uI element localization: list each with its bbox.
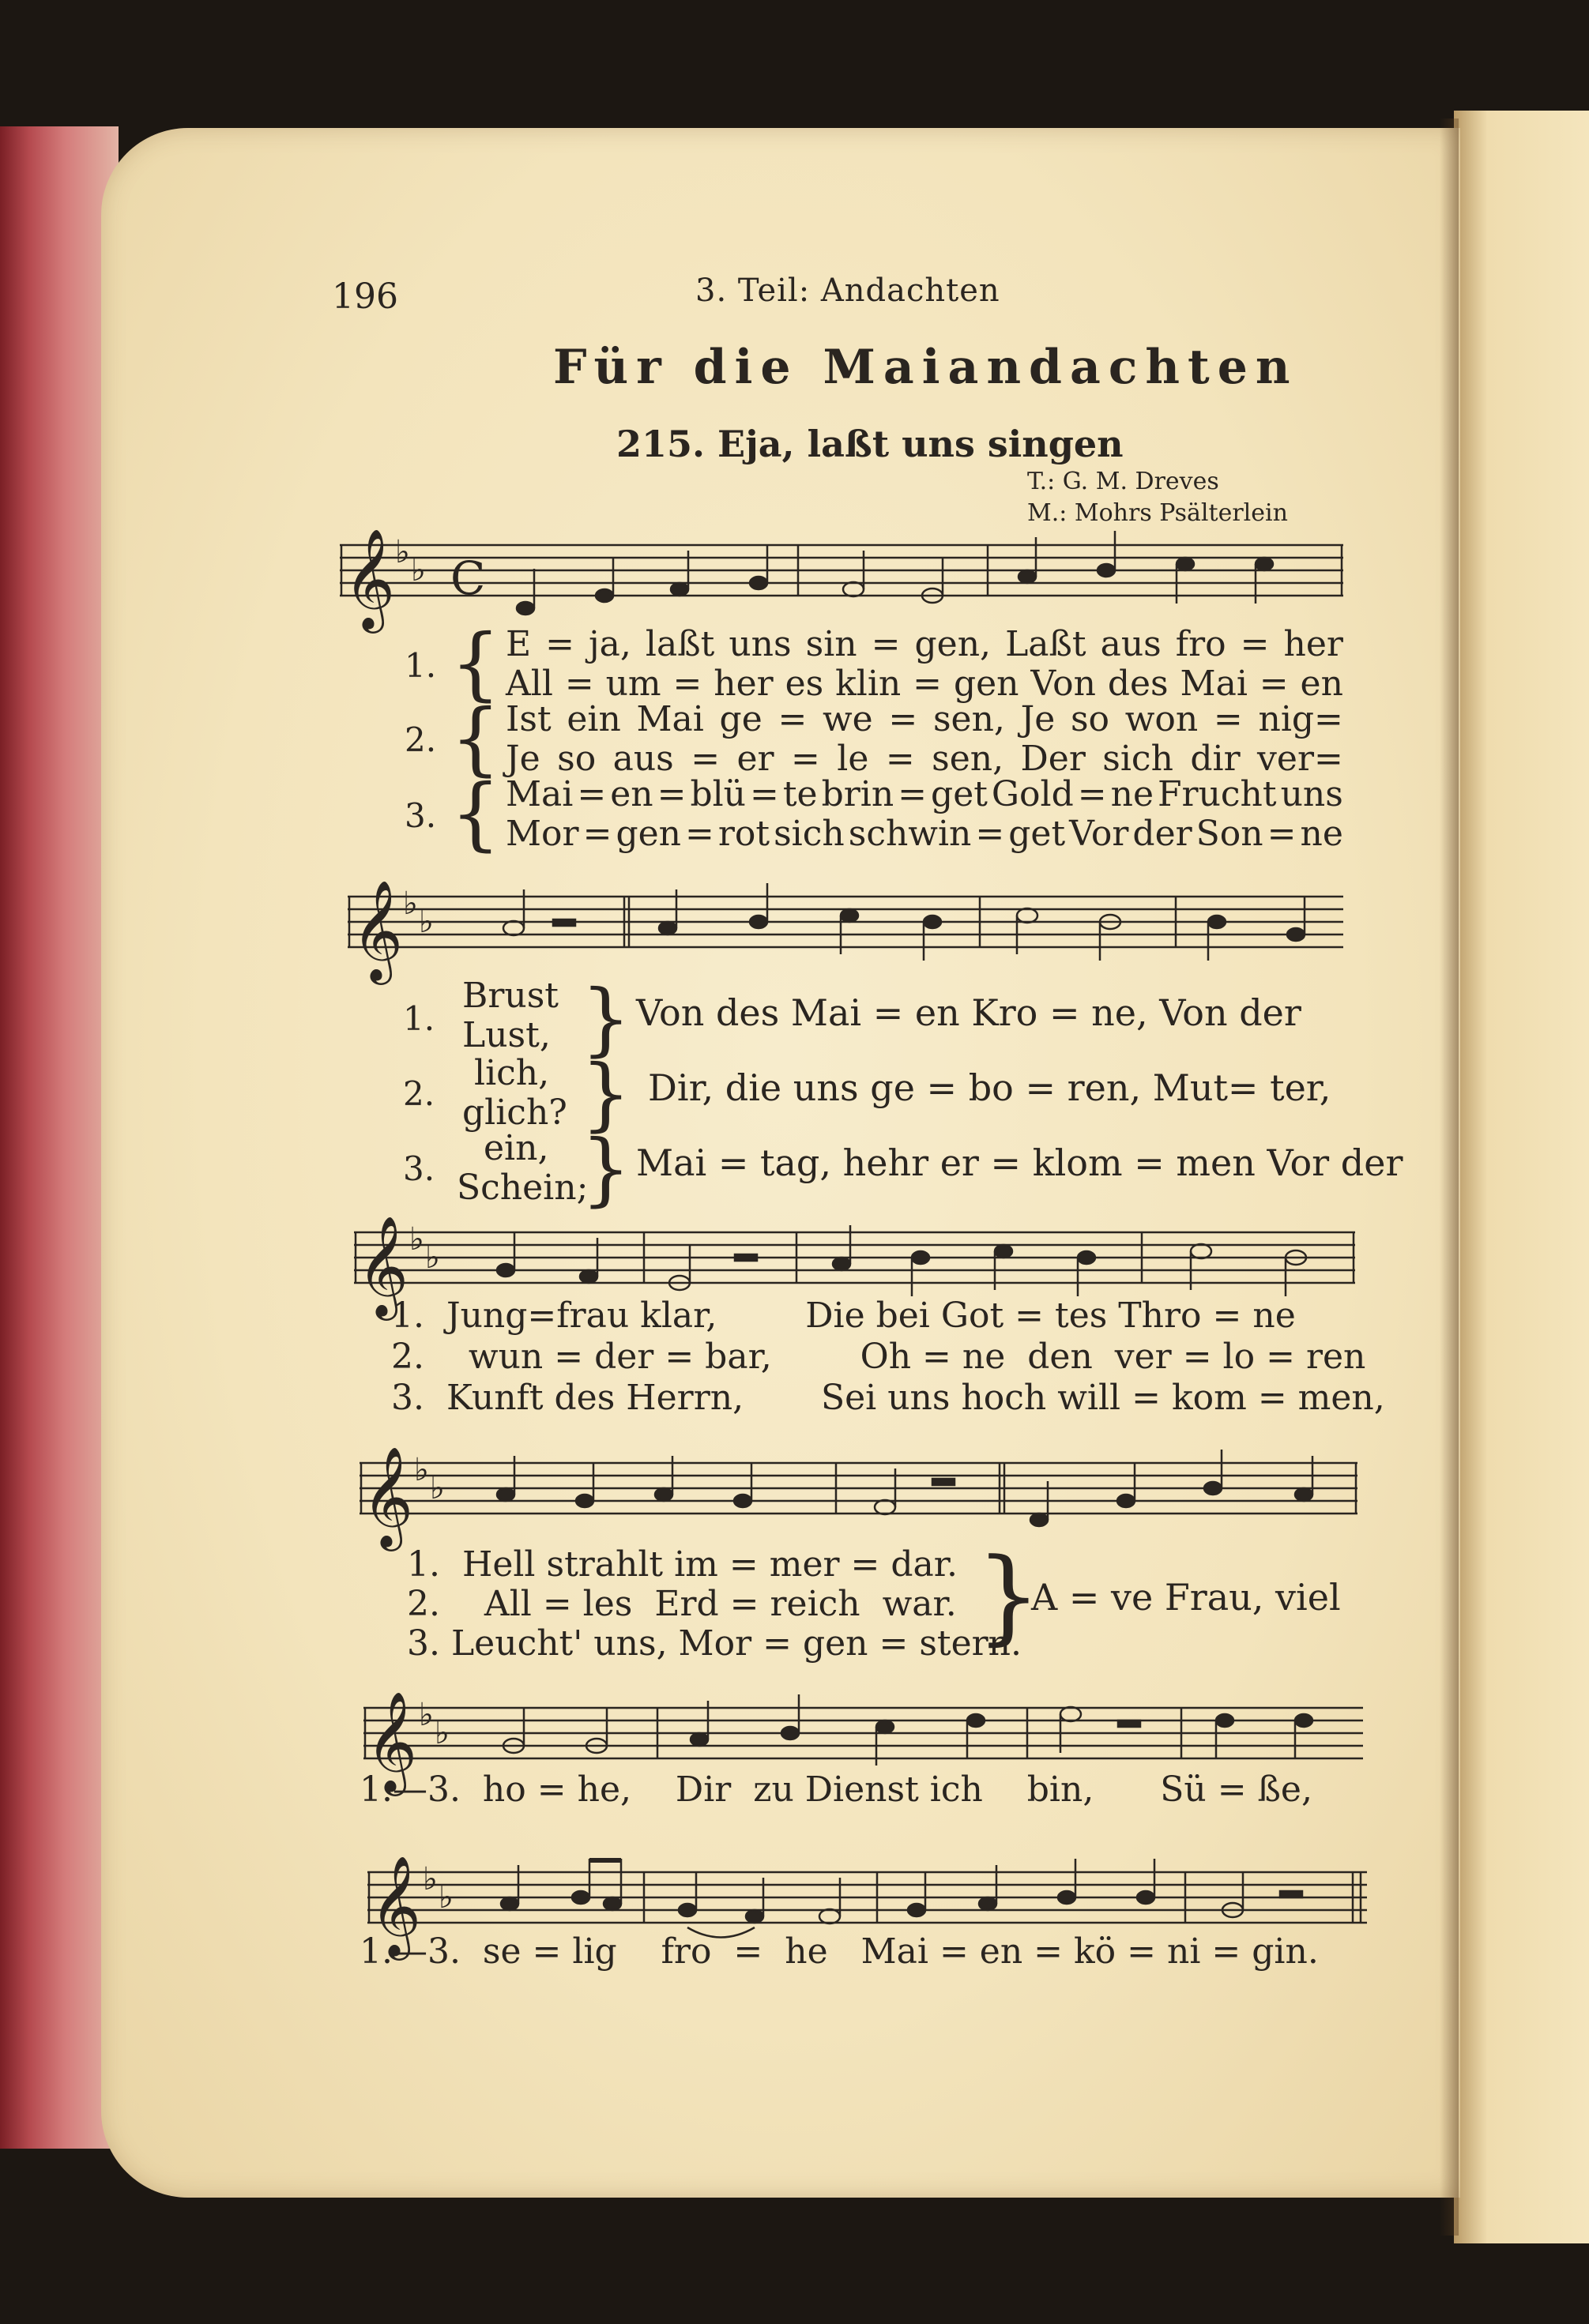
lyric-syllable: ver= bbox=[1257, 739, 1343, 779]
lyric-syllable: fro bbox=[1175, 624, 1226, 664]
hymn-title: 215. Eja, laßt uns singen bbox=[616, 423, 1124, 465]
lyric-syllable: = bbox=[657, 774, 687, 814]
lyric-syllable: = bbox=[750, 774, 779, 814]
lyric-syllable: nig= bbox=[1258, 699, 1343, 739]
lyric-syllable: = bbox=[778, 699, 808, 739]
lyric-syllable: sin bbox=[805, 624, 857, 664]
lyric-syllable: Mor bbox=[506, 814, 579, 854]
s2-left-word-3: lich, bbox=[474, 1053, 550, 1093]
lyric-syllable: Son bbox=[1196, 814, 1263, 854]
lyric-syllable: Laßt bbox=[1005, 624, 1086, 664]
lyric-syllable: laßt bbox=[645, 624, 715, 664]
lyric-syllable: = bbox=[672, 664, 702, 704]
lyric-syllable: sen, bbox=[932, 699, 1005, 739]
s4-verse-1: 1. Hell strahlt im = mer = dar. bbox=[407, 1544, 958, 1585]
svg-text:𝄞: 𝄞 bbox=[362, 1446, 414, 1547]
lyric-syllable: so bbox=[557, 739, 597, 779]
lyric-syllable: gen bbox=[616, 814, 681, 854]
lyric-syllable: schwin bbox=[848, 814, 972, 854]
notes-system-3 bbox=[497, 1225, 1306, 1296]
lyric-syllable: dir bbox=[1190, 739, 1241, 779]
lyric-syllable: le bbox=[837, 739, 869, 779]
lyric-syllable: get bbox=[931, 774, 988, 814]
s2-verse-number-2: 2. bbox=[403, 1074, 435, 1113]
brace-verse-2: { bbox=[450, 692, 501, 784]
verse-number-1: 1. bbox=[405, 646, 437, 685]
s2-verse-number-1: 1. bbox=[403, 999, 435, 1038]
s2-left-word-4: glich? bbox=[462, 1092, 567, 1133]
lyric-syllable: gen bbox=[953, 664, 1019, 704]
lyric-syllable: en bbox=[1300, 664, 1343, 704]
system1-lyric-line bbox=[506, 624, 1343, 664]
lyric-syllable: we bbox=[823, 699, 873, 739]
lyric-syllable: = bbox=[888, 699, 918, 739]
svg-text:♭: ♭ bbox=[419, 904, 434, 940]
s4-brace: } bbox=[976, 1536, 1041, 1656]
svg-text:𝄞: 𝄞 bbox=[366, 1690, 418, 1792]
system1-lyric-line bbox=[506, 774, 1343, 814]
lyric-syllable: uns bbox=[1280, 774, 1343, 814]
svg-text:𝄞: 𝄞 bbox=[370, 1855, 422, 1956]
s2-left-word-1: Brust bbox=[462, 976, 559, 1016]
svg-text:♭: ♭ bbox=[423, 1861, 438, 1897]
section-title: Für die Maiandachten bbox=[553, 340, 1298, 395]
lyric-syllable: = bbox=[1213, 699, 1243, 739]
lyric-syllable: = bbox=[564, 664, 594, 704]
lyric-syllable: = bbox=[913, 664, 943, 704]
notes-system-5 bbox=[503, 1694, 1312, 1766]
lyric-syllable: brin bbox=[821, 774, 894, 814]
notes-system-1 bbox=[517, 531, 1273, 615]
lyric-syllable: her bbox=[1283, 624, 1343, 664]
lyric-syllable: Ist bbox=[506, 699, 552, 739]
staff-system-5 bbox=[363, 1708, 1363, 1758]
s2-verse-2-text: Dir, die uns ge = bo = ren, Mut= ter, bbox=[648, 1066, 1331, 1109]
lyric-syllable: klin bbox=[835, 664, 902, 704]
lyric-syllable: ein bbox=[567, 699, 621, 739]
s4-verse-2: 2. All = les Erd = reich war. bbox=[407, 1584, 957, 1624]
s2-left-word-5: ein, bbox=[484, 1128, 549, 1168]
svg-text:♭: ♭ bbox=[439, 1879, 454, 1916]
lyric-syllable: ja, bbox=[589, 624, 631, 664]
running-head: 3. Teil: Andachten bbox=[695, 273, 1000, 309]
lyric-syllable: = bbox=[577, 774, 607, 814]
lyric-syllable: Mai bbox=[1180, 664, 1248, 704]
svg-text:♭: ♭ bbox=[411, 552, 426, 589]
lyric-syllable: te bbox=[782, 774, 818, 814]
staff-system-1 bbox=[340, 545, 1343, 596]
lyric-syllable: = bbox=[1267, 814, 1297, 854]
lyric-syllable: gen, bbox=[914, 624, 992, 664]
lyric-syllable: des bbox=[1107, 664, 1169, 704]
s2-left-word-6: Schein; bbox=[457, 1168, 589, 1208]
svg-text:♭: ♭ bbox=[419, 1697, 434, 1733]
verse-number-2: 2. bbox=[405, 720, 437, 759]
svg-text:♭: ♭ bbox=[414, 1452, 429, 1488]
lyric-syllable: en bbox=[610, 774, 653, 814]
s3-verse-2: 2. wun = der = bar, Oh = ne den ver = lo = ren bbox=[391, 1337, 1366, 1377]
lyric-syllable: won bbox=[1124, 699, 1199, 739]
lyric-syllable: = bbox=[1077, 774, 1107, 814]
system1-lyric-line bbox=[506, 814, 1343, 854]
lyric-syllable: blü bbox=[690, 774, 747, 814]
s2-brace-2: } bbox=[581, 1047, 631, 1140]
s4-verse-3: 3. Leucht' uns, Mor = gen = stern. bbox=[407, 1623, 1022, 1664]
svg-text:♭: ♭ bbox=[435, 1715, 450, 1751]
lyric-syllable: uns bbox=[729, 624, 792, 664]
s2-left-word-2: Lust, bbox=[462, 1015, 551, 1055]
lyric-syllable: All bbox=[506, 664, 553, 704]
lyric-syllable: = bbox=[975, 814, 1005, 854]
lyric-syllable: rot bbox=[717, 814, 770, 854]
lyric-syllable: Gold bbox=[991, 774, 1074, 814]
lyric-syllable: = bbox=[685, 814, 714, 854]
s5-refrain-line: 1.—3. ho = he, Dir zu Dienst ich bin, Sü = ße, bbox=[360, 1769, 1312, 1810]
svg-text:♭: ♭ bbox=[403, 886, 418, 922]
lyric-syllable: aus bbox=[1100, 624, 1162, 664]
lyric-syllable: um bbox=[605, 664, 661, 704]
lyric-syllable: ne bbox=[1300, 814, 1343, 854]
lyric-syllable: = bbox=[790, 739, 820, 779]
lyric-syllable: = bbox=[871, 624, 901, 664]
brace-verse-1: { bbox=[450, 617, 501, 709]
s2-verse-1-text: Von des Mai = en Kro = ne, Von der bbox=[636, 991, 1301, 1034]
lyric-syllable: der bbox=[1132, 814, 1192, 854]
s6-refrain-line: 1.—3. se = lig fro = he Mai = en = kö = ni = gin. bbox=[360, 1931, 1319, 1972]
system1-lyric-line bbox=[506, 739, 1343, 779]
svg-text:𝄞: 𝄞 bbox=[344, 528, 396, 629]
lyric-syllable: Von bbox=[1030, 664, 1096, 704]
brace-verse-3: { bbox=[450, 767, 501, 859]
svg-text:♭: ♭ bbox=[395, 534, 410, 570]
lyric-syllable: get bbox=[1008, 814, 1066, 854]
lyric-syllable: Mai bbox=[636, 699, 704, 739]
page-number: 196 bbox=[332, 276, 398, 317]
lyric-syllable: Vor bbox=[1069, 814, 1129, 854]
lyric-syllable: Je bbox=[1020, 699, 1056, 739]
svg-text:♭: ♭ bbox=[425, 1239, 440, 1276]
svg-text:𝄞: 𝄞 bbox=[352, 879, 404, 980]
credit-music-source: M.: Mohrs Psälterlein bbox=[1027, 499, 1288, 527]
lyric-syllable: aus bbox=[612, 739, 674, 779]
lyric-syllable: = bbox=[885, 739, 915, 779]
lyric-syllable: so bbox=[1070, 699, 1110, 739]
system1-lyric-line bbox=[506, 664, 1343, 704]
s2-verse-3-text: Mai = tag, hehr er = klom = men Vor der bbox=[636, 1141, 1403, 1184]
lyric-syllable: = bbox=[1259, 664, 1289, 704]
lyric-syllable: ne bbox=[1110, 774, 1154, 814]
lyric-syllable: sich bbox=[774, 814, 845, 854]
lyric-syllable: Je bbox=[506, 739, 540, 779]
svg-text:♭: ♭ bbox=[409, 1221, 424, 1258]
lyric-syllable: Frucht bbox=[1158, 774, 1277, 814]
verse-number-3: 3. bbox=[405, 796, 437, 835]
lyric-syllable: = bbox=[1240, 624, 1270, 664]
s2-brace-3: } bbox=[581, 1123, 631, 1215]
lyric-syllable: = bbox=[691, 739, 721, 779]
lyric-syllable: es bbox=[785, 664, 824, 704]
lyric-syllable: = bbox=[582, 814, 612, 854]
s2-verse-number-3: 3. bbox=[403, 1149, 435, 1188]
time-signature: C bbox=[450, 551, 486, 605]
svg-text:𝄞: 𝄞 bbox=[357, 1215, 409, 1316]
s2-brace-1: } bbox=[581, 972, 631, 1065]
lyric-syllable: Mai bbox=[506, 774, 574, 814]
lyric-syllable: ge bbox=[719, 699, 762, 739]
lyric-syllable: E bbox=[506, 624, 532, 664]
system1-lyric-line bbox=[506, 699, 1343, 739]
svg-text:♭: ♭ bbox=[430, 1470, 445, 1506]
lyric-syllable: er bbox=[736, 739, 774, 779]
s3-verse-3: 3. Kunft des Herrn, Sei uns hoch will = kom = men, bbox=[391, 1378, 1385, 1418]
credit-text-author: T.: G. M. Dreves bbox=[1027, 468, 1219, 495]
lyric-syllable: Der bbox=[1020, 739, 1086, 779]
lyric-syllable: = bbox=[898, 774, 928, 814]
s3-verse-1: 1. Jung=frau klar, Die bei Got = tes Thro = ne bbox=[391, 1295, 1296, 1336]
lyric-syllable: = bbox=[545, 624, 575, 664]
s4-refrain: A = ve Frau, viel bbox=[1031, 1576, 1341, 1619]
lyric-syllable: sich bbox=[1102, 739, 1173, 779]
lyric-syllable: her bbox=[714, 664, 774, 704]
lyric-syllable: sen, bbox=[932, 739, 1004, 779]
